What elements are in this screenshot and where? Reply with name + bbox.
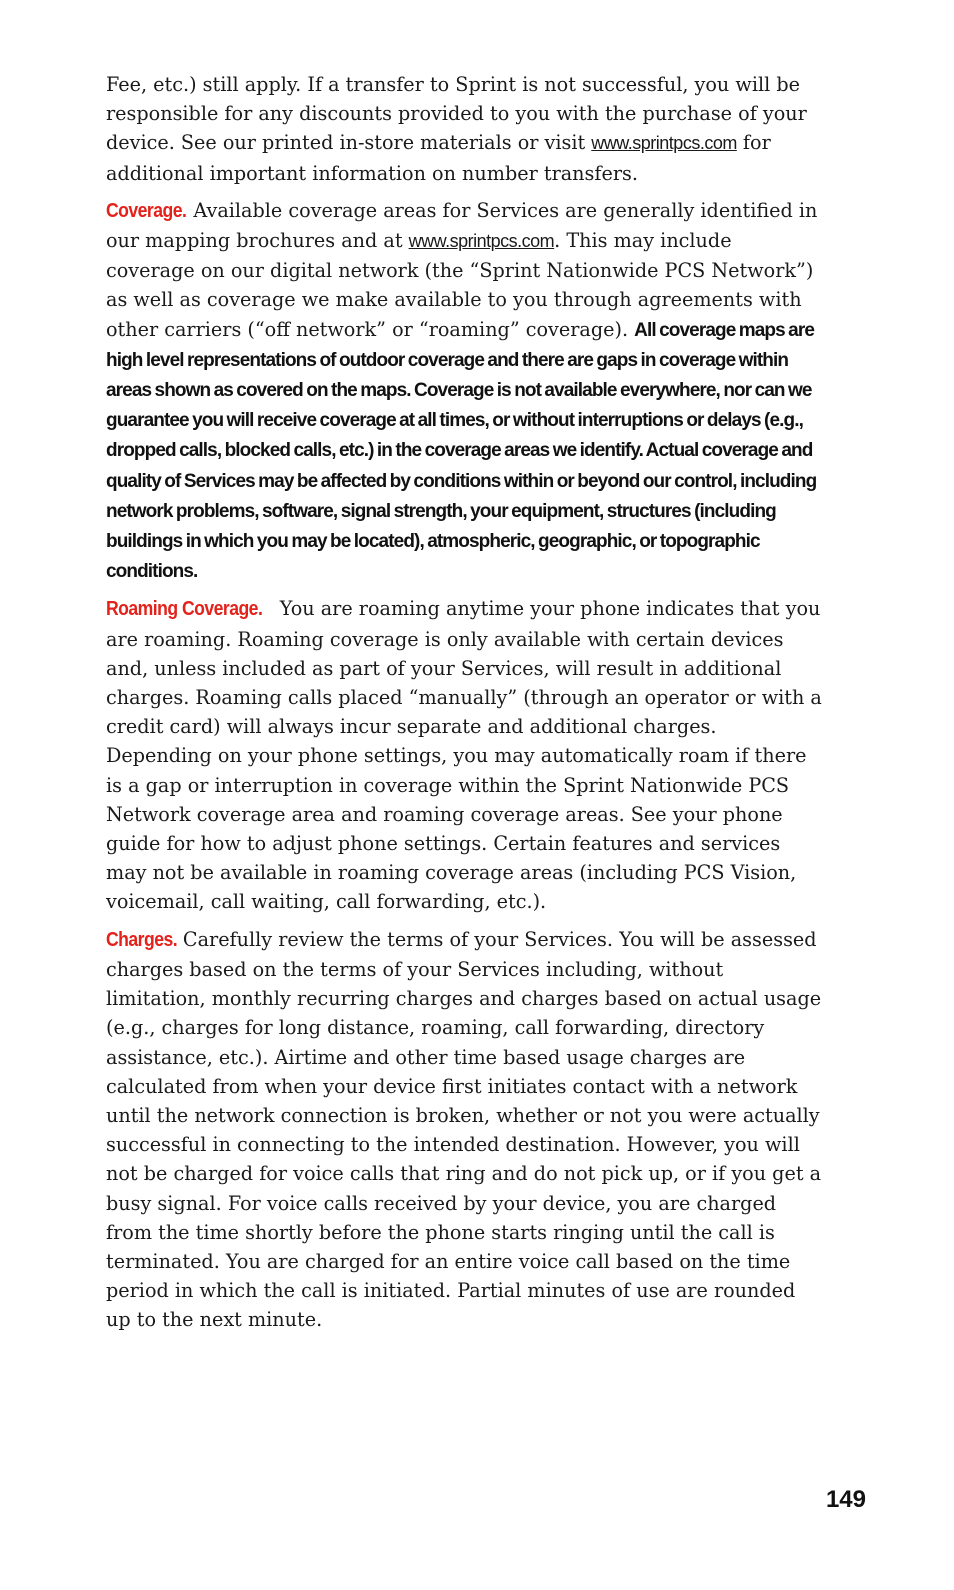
charges-paragraph (106, 925, 822, 1335)
roaming-heading: Roaming Coverage. (106, 598, 263, 621)
transfer-text-after: for additional important information on number transfers. (106, 131, 771, 185)
charges-text: Carefully review the terms of your Services. You will be assessed charges based on the terms of your Services including, without limitation, monthly recurring charges and charges based on actual usage (e.g., charges for long distance, roaming, call forwarding, directory assistance, etc.). Airtime and other time based usage charges are calculated from when your device first initiates contact with a network until the network connection is broken, whether or not you were actually successful in connecting to the intended destination. However, you will not be charged for voice calls that ring and do not pick up, or if you get a busy signal. For voice calls received by your device, you are charged from the time shortly before the phone starts ringing until the call is terminated. You are charged for an entire voice call based on the time period in which the call is initiated. Partial minutes of use are rounded up to the next minute. (106, 927, 822, 1332)
coverage-disclaimer: All coverage maps are high level representations of outdoor coverage and there are gaps in coverage within areas shown as covered on the maps. Coverage is not available everywhere, nor can we guarantee you will receive coverage at all times, or without interruptions or delays (e.g., dropped calls, blocked calls, etc.) in the coverage areas we identify. Actual coverage and quality of Services may be affected by conditions within or beyond our control, including network problems, software, signal strength, your equipment, structures (including buildings in which you may be located), atmospheric, geographic, or topographic conditions. (106, 319, 817, 583)
coverage-text-after: . This may include coverage on our digital network (the “Sprint Nationwide PCS Network”) as well as coverage we make available to you through agreements with other carriers (“off network” or “roaming” coverage). (106, 229, 814, 341)
document-page (106, 70, 822, 1343)
sprintpcs-link[interactable]: www.sprintpcs.com (408, 231, 555, 252)
coverage-paragraph (106, 196, 822, 587)
charges-heading: Charges. (106, 928, 178, 951)
coverage-text: Available coverage areas for Services are generally identified in our mapping brochures and at (106, 198, 818, 253)
page-number: 149 (825, 1486, 866, 1513)
coverage-heading: Coverage. (106, 199, 187, 222)
sprintpcs-link[interactable]: www.sprintpcs.com (591, 133, 737, 154)
roaming-text: You are roaming anytime your phone indicates that you are roaming. Roaming coverage is only available with certain devices and, unless included as part of your Services, will result in additional charges. Roaming calls placed “manually” (through an operator or with a credit card) will always incur separate and additional charges. Depending on your phone settings, you may automatically roam if there is a gap or interruption in coverage within the Sprint Nationwide PCS Network coverage area and roaming coverage areas. See your phone guide for how to adjust phone settings. Certain features and services may not be available in roaming coverage areas (including PCS Vision, voicemail, call waiting, call forwarding, etc.). (106, 597, 822, 914)
roaming-paragraph (106, 594, 822, 916)
transfer-paragraph (106, 70, 822, 188)
transfer-text: Fee, etc.) still apply. If a transfer to Sprint is not successful, you will be responsible for any discounts provided to you with the purchase of your device. See our printed in-store materials or visit (106, 73, 807, 155)
